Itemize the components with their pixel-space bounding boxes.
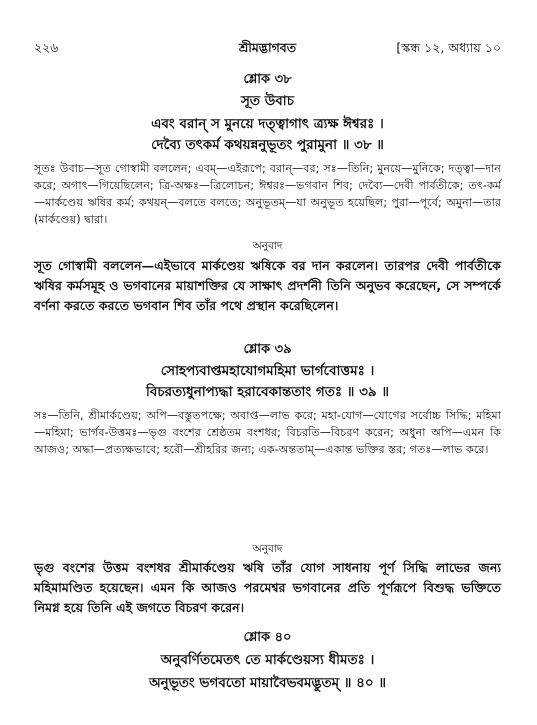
sloka-39-label: শ্লোক ৩৯ bbox=[243, 342, 292, 357]
chapter-reference: [স্কন্ধ ১২, অধ্যায় ১০ bbox=[396, 40, 501, 55]
verse-40-line-1: অনুবর্ণিতমেতৎ তে মার্কণ্ডেয়স্য ধীমতঃ । bbox=[160, 652, 375, 668]
verse-38-line-2: দেব্যৈ তৎকর্ম কথয়ন্ননুভূতং পুরামুনা ॥ ৩৮ ॥ bbox=[151, 137, 384, 153]
translation-39: ভৃগু বংশের উত্তম বংশধর শ্রীমার্কণ্ডেয় ঋষি তাঁর যোগ সাধনায় পূর্ণ সিদ্ধি লাভের জন্য মহিমামণ্ডিত হয়েছেন। এমন কি আজও পরমেশ্বর ভগবানের প্রতি পূর্ণরূপে বিশুদ্ধ ভক্তিতে নিমগ্ন হয়ে তিনি এই জগতে বিচরণ করেন। bbox=[34, 560, 501, 615]
verse-38-line-1: এবং বরান্ স মুনয়ে দত্ত্বাগাৎ ত্র্যক্ষ ঈশ্বরঃ । bbox=[151, 116, 384, 132]
verse-39-line-1: সোহপ্যবাপ্তমহাযোগমহিমা ভার্গবোত্তমঃ । bbox=[160, 363, 375, 379]
translation-38-heading: অনুবাদ bbox=[252, 240, 283, 252]
book-title: শ্রীমদ্ভাগবত bbox=[238, 40, 297, 55]
page-number: ২২৬ bbox=[34, 40, 59, 55]
verse-39-line-2: বিচরত্যধুনাপ্যদ্ধা হরাবেকান্ততাং গতঃ ॥ ৩৯ ॥ bbox=[146, 384, 389, 400]
running-header bbox=[34, 40, 501, 62]
synonyms-38: সূতঃ উবাচ—সূত গোস্বামী বললেন; এবম্—এইরূপে; বরান্—বর; সঃ—তিনি; মুনয়ে—মুনিকে; দত্ত্বা—দান করে; অগাৎ—গিয়েছিলেন; ত্রি-অক্ষঃ—ত্রিলোচন; ঈশ্বরঃ—ভগবান শিব; দেব্যৈ—দেবী পার্বতীকে; তৎ-কর্ম—মার্কণ্ডেয় ঋষির কর্ম; কথয়ন্—বলতে বলতে; অনুভূতম্—যা অনুভূত হয়েছিল; পুরা—পূর্বে; অমুনা—তার (মার্কণ্ডেয়) দ্বারা। bbox=[34, 162, 501, 226]
verse-40-line-2: অনুভূতং ভগবতো মায়াবৈভবমদ্ভুতম্ ॥ ৪০ ॥ bbox=[148, 675, 387, 691]
translation-38: সূত গোস্বামী বললেন—এইভাবে মার্কণ্ডেয় ঋষিকে বর দান করলেন। তারপর দেবী পার্বতীকে ঋষির কর্মসমূহ ও ভগবানের মায়াশক্তির যে সাক্ষাৎ প্রদর্শনী তিনি অনুভব করেছেন, সে সম্পর্কে বর্ণনা করতে করতে ভগবান শিব তাঁর পথে প্রস্থান করেছিলেন। bbox=[34, 258, 501, 313]
sloka-38-speaker: সূত উবাচ bbox=[241, 93, 294, 109]
translation-39-heading: অনুবাদ bbox=[252, 543, 283, 555]
synonyms-39: সঃ—তিনি, শ্রীমার্কণ্ডেয়; অপি—বস্তুতপক্ষে; অবাপ্ত—লাভ করে; মহা-যোগ—যোগের সর্বোচ্চ সিদ্ধি; মহিমা—মহিমা; ভার্গব-উত্তমঃ—ভৃগু বংশের শ্রেষ্ঠতম বংশধর; বিচরতি—বিচরণ করেন; অধুনা অপি—এমন কি আজও; অদ্ধা—প্রত্যক্ষভাবে; হরৌ—শ্রীহরির জন্য; এক-অন্ততাম্—একান্ত ভক্তির স্তর; গতঃ—লাভ করে। bbox=[34, 409, 501, 456]
sloka-38-label: শ্লোক ৩৮ bbox=[243, 72, 292, 87]
sloka-40-label: শ্লোক ৪০ bbox=[243, 630, 292, 645]
